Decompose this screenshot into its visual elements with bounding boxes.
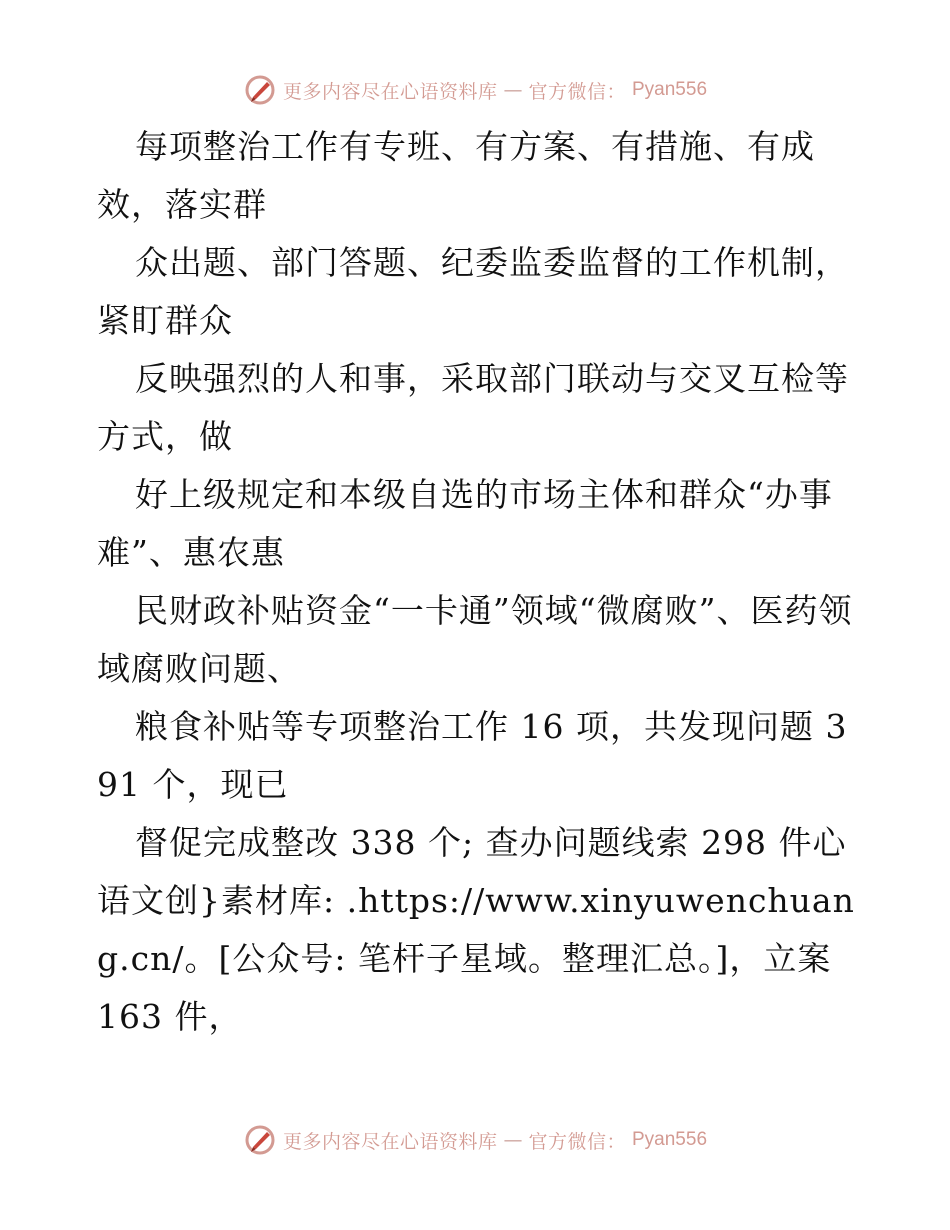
paragraph: 每项整治工作有专班、有方案、有措施、有成效，落实群 [97, 127, 815, 224]
watermark-account: Pyan556 [632, 79, 708, 100]
footer-watermark [0, 1120, 950, 1160]
document-body [97, 118, 857, 1046]
watermark-separator: — [503, 79, 523, 101]
watermark-text: 更多内容尽在心语资料库 [282, 1130, 498, 1153]
watermark-label: 官方微信： [528, 80, 626, 103]
watermark-label: 官方微信： [528, 1130, 626, 1153]
watermark-separator: — [503, 1129, 523, 1151]
paragraph: 反映强烈的人和事，采取部门联动与交叉互检等方式，做 [97, 359, 849, 456]
paragraph: 好上级规定和本级自选的市场主体和群众“办事难”、惠农惠 [97, 475, 833, 572]
paragraph: 督促完成整改 338 个; 查办问题线索 298 件心语文创}素材库: .https://www.xinyuwenchuang.cn/。[公众号: 笔杆子星域。整理汇总。]，立案 163 件， [97, 823, 855, 1036]
paragraph: 粮食补贴等专项整治工作 16 项，共发现问题 391 个，现已 [97, 707, 848, 804]
watermark-account: Pyan556 [632, 1129, 708, 1150]
paragraph: 众出题、部门答题、纪委监委监督的工作机制，紧盯群众 [97, 243, 849, 340]
paragraph: 民财政补贴资金“一卡通”领域“微腐败”、医药领域腐败问题、 [97, 591, 853, 688]
watermark-text: 更多内容尽在心语资料库 [282, 80, 498, 103]
header-watermark [0, 70, 950, 110]
xinyu-logo-icon [243, 1123, 277, 1157]
xinyu-logo-icon [243, 73, 277, 107]
